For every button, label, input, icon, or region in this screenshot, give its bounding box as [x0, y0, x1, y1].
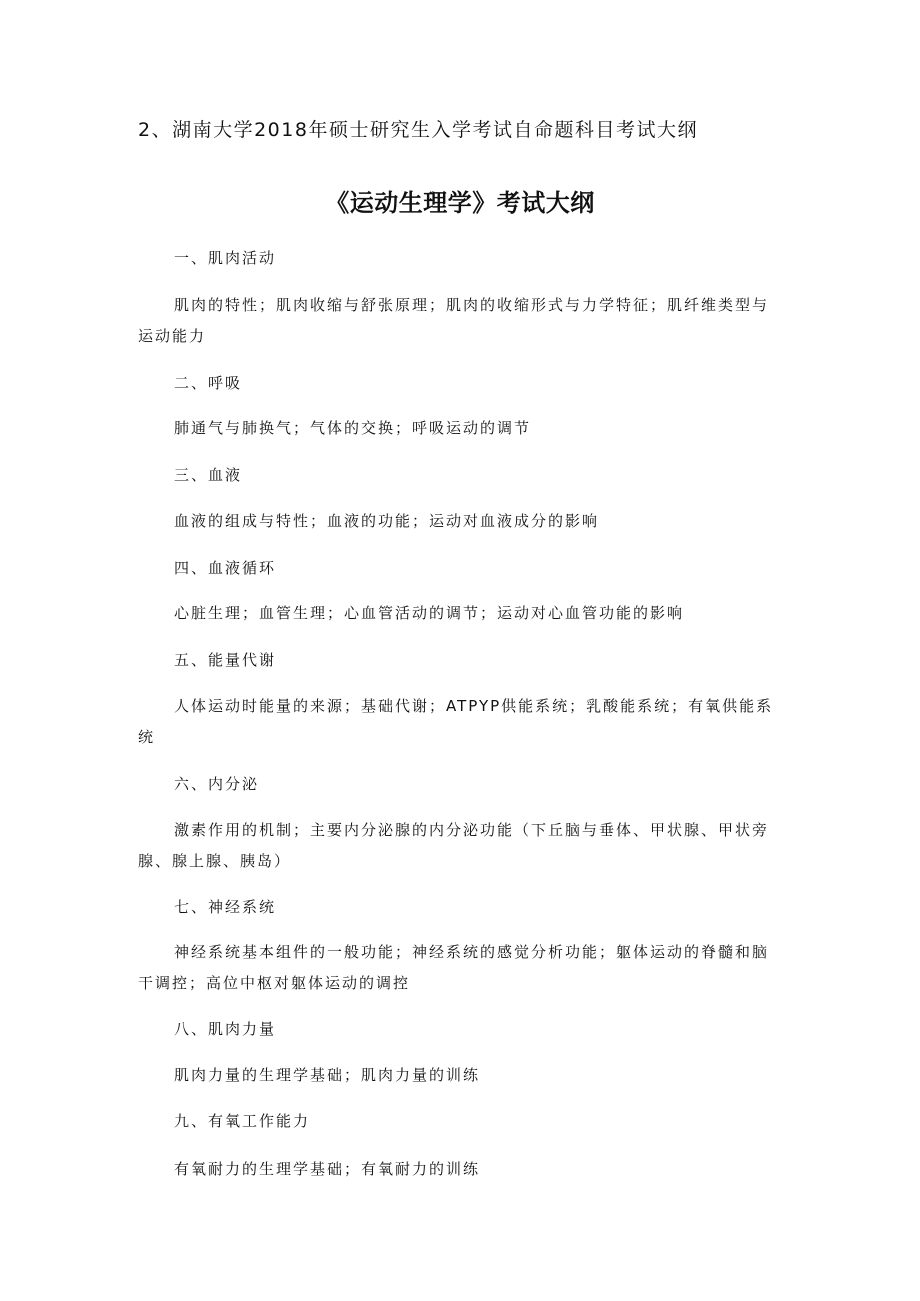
- section-5-body: 人体运动时能量的来源；基础代谢；ATPYP供能系统；乳酸能系统；有氧供能系统: [138, 697, 774, 746]
- section-3-body: 血液的组成与特性；血液的功能；运动对血液成分的影响: [174, 512, 600, 530]
- section-2-heading: 二、呼吸: [174, 374, 243, 392]
- section-9-body: 有氧耐力的生理学基础；有氧耐力的训练: [174, 1160, 481, 1178]
- section-3-heading: 三、血液: [174, 466, 243, 484]
- section-2-body: 肺通气与肺换气；气体的交换；呼吸运动的调节: [174, 419, 532, 437]
- section-5-heading: 五、能量代谢: [174, 651, 277, 669]
- section-8-body: 肌肉力量的生理学基础；肌肉力量的训练: [174, 1066, 481, 1084]
- section-8-heading: 八、肌肉力量: [174, 1020, 277, 1038]
- section-6-heading: 六、内分泌: [174, 775, 260, 793]
- section-9-heading: 九、有氧工作能力: [174, 1112, 311, 1130]
- section-4-body: 心脏生理；血管生理；心血管活动的调节；运动对心血管功能的影响: [174, 604, 685, 622]
- section-6-body: 激素作用的机制；主要内分泌腺的内分泌功能（下丘脑与垂体、甲状腺、甲状旁腺、腺上腺、胰岛）: [138, 821, 770, 870]
- section-7-heading: 七、神经系统: [174, 898, 277, 916]
- section-4-heading: 四、血液循环: [174, 559, 277, 577]
- section-1-heading: 一、肌肉活动: [174, 249, 277, 267]
- document-heading: 2、湖南大学2018年硕士研究生入学考试自命题科目考试大纲: [138, 119, 698, 141]
- section-7-body: 神经系统基本组件的一般功能；神经系统的感觉分析功能；躯体运动的脊髓和脑干调控；高位中枢对躯体运动的调控: [138, 943, 770, 992]
- document-title: 《运动生理学》考试大纲: [325, 189, 595, 217]
- section-1-body: 肌肉的特性；肌肉收缩与舒张原理；肌肉的收缩形式与力学特征；肌纤维类型与运动能力: [138, 296, 770, 345]
